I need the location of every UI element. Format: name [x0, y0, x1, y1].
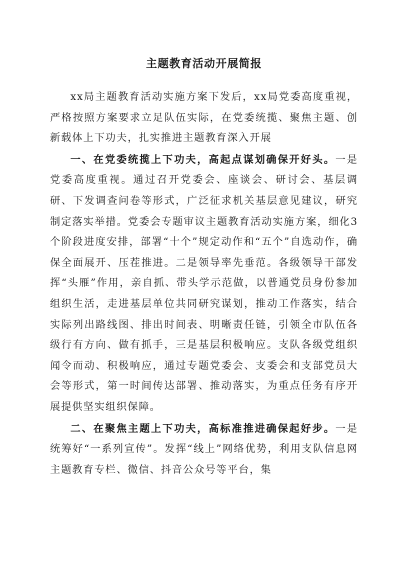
- section-one-heading: 一、在党委统揽上下功夫，高起点谋划确保开好头。: [70, 153, 336, 166]
- section-one-body: 一是党委高度重视。通过召开党委会、座谈会、研讨会、基层调研、下发调查问卷等形式，广泛征求机关基层意见建议，研究制定落实举措。党委会专题审议主题教育活动实施方案，细化3个阶段进度安排，部署“十个”规定动作和“五个”自选动作，确保全面展开、压茬推进。二是领导率先垂范。各级领导干部发挥“头雁”作用，亲自抓、带头学示范做，以普通党员身份参加组织生活，走进基层单位共同研究谋划，推动工作落实，结合实际列出路线图、排出时间表、明晰责任链，引领全市队伍各级行有方向、做有抓手，三是基层积极响应。支队各级党组织闻令而动、积极响应，通过专题党委会、支委会和支部党员大会等形式，第一时间传达部署、推动落实，为重点任务有序开展提供坚实组织保障。: [50, 154, 358, 413]
- section-one-paragraph: [50, 150, 358, 419]
- document-title: 主题教育活动开展简报: [146, 57, 262, 70]
- intro-paragraph-body: xx局主题教育活动实施方案下发后，xx局党委高度重视，严格按照方案要求立足队伍实际，在党委统揽、聚焦主题、创新载体上下功夫，扎实推进主题教育深入开展: [50, 92, 358, 145]
- intro-paragraph: [50, 88, 358, 150]
- section-two-paragraph: [50, 419, 358, 482]
- section-two-body: 一是统筹好“一系列宣传”。发挥“线上”网络优势，利用支队信息网主题教育专栏、微信、抖音公众号等平台，集: [50, 423, 358, 476]
- section-two-heading: 二、在聚焦主题上下功夫，高标准推进确保起好步。: [70, 422, 336, 435]
